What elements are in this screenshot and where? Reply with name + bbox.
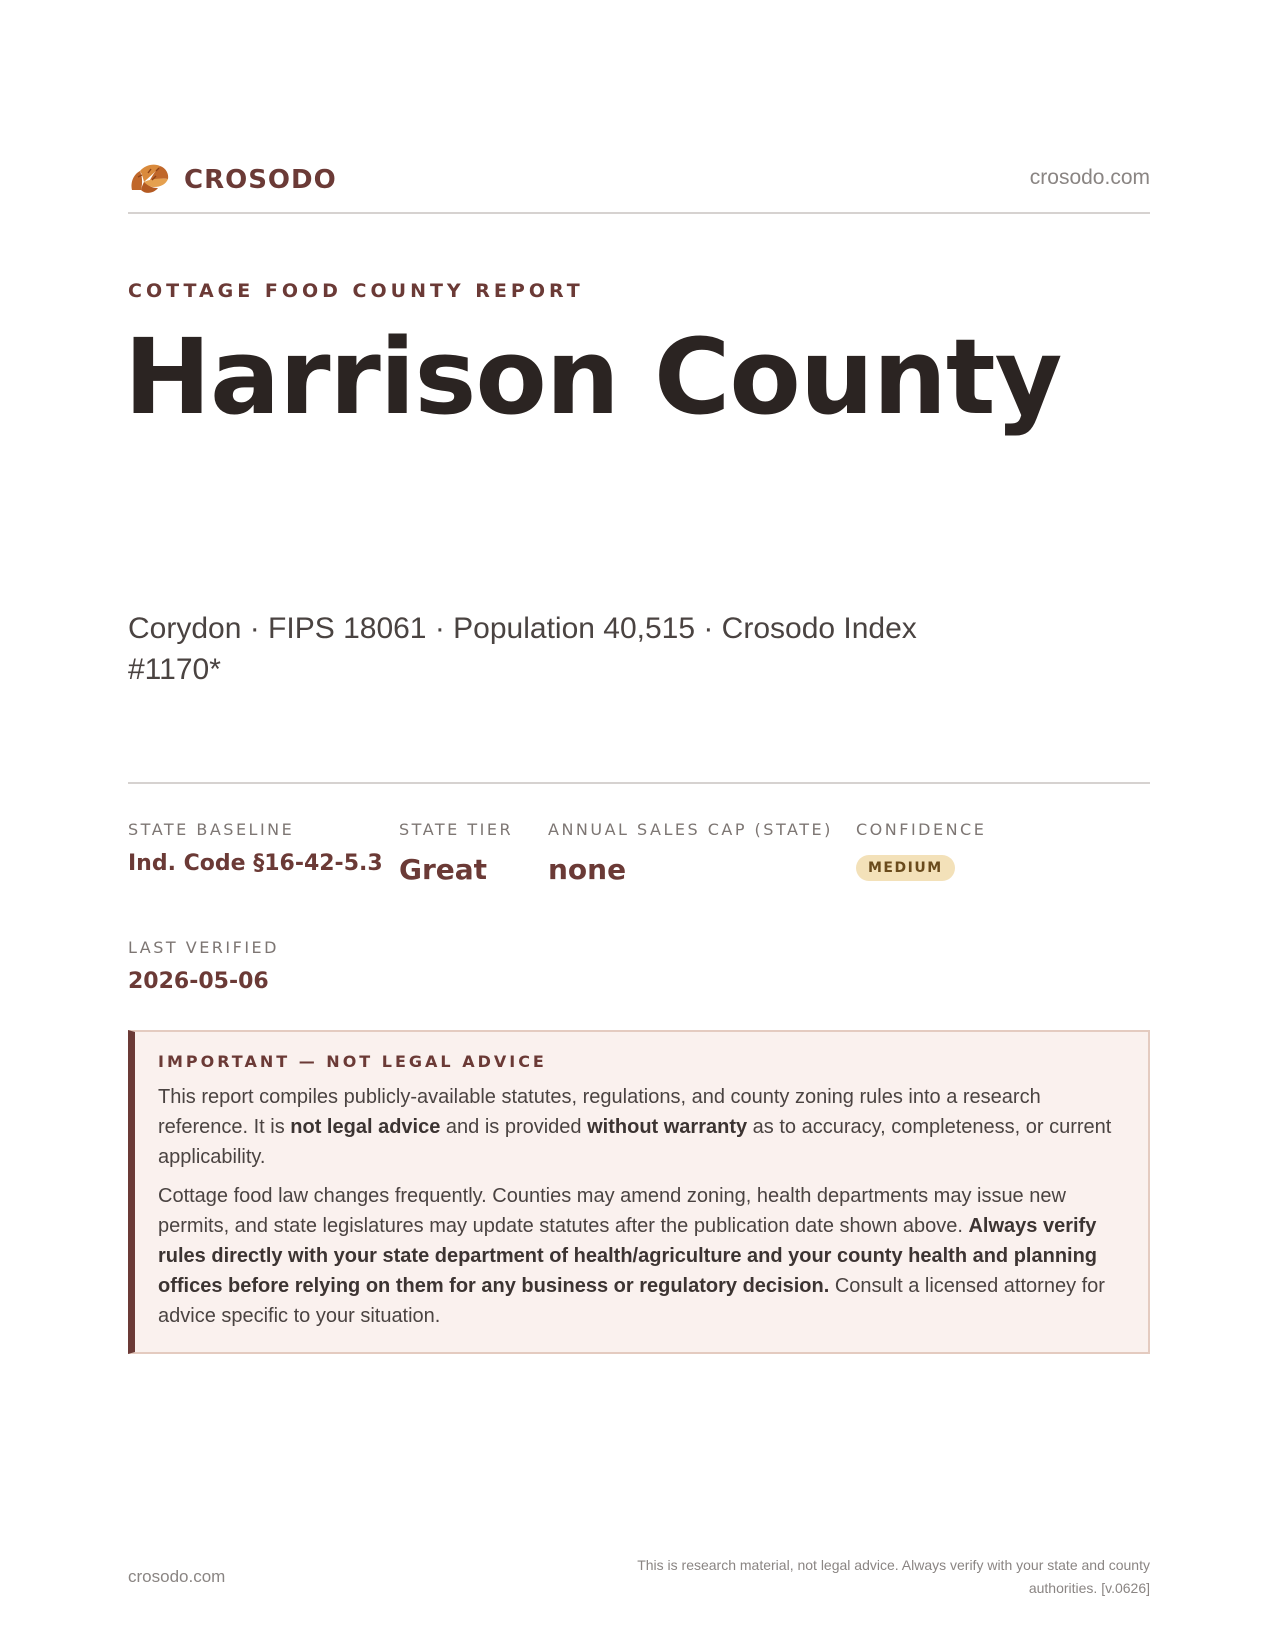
fact-state-baseline [128,820,383,876]
confidence-badge: MEDIUM [856,855,955,881]
emphasis-text: without warranty [587,1116,748,1138]
legal-disclaimer-callout [128,1030,1150,1354]
masthead [128,156,1150,214]
fact-label: LAST VERIFIED [128,938,279,957]
fact-last-verified [128,938,279,994]
section-divider [128,782,1150,784]
header-site-link[interactable]: crosodo.com [1029,166,1150,189]
fact-label: ANNUAL SALES CAP (STATE) [548,820,833,839]
fact-value: none [548,853,627,886]
callout-paragraph [158,1181,1124,1331]
text-run: This report compiles publicly-available statutes, regulations, and county zoning rules into a research reference. It is [158,1086,1041,1138]
fact-label: CONFIDENCE [856,820,987,839]
fact-confidence [856,820,986,881]
brand[interactable] [128,160,337,200]
report-eyebrow: COTTAGE FOOD COUNTY REPORT [128,280,584,302]
report-page [124,0,1150,1650]
text-run: Cottage food law changes frequently. Counties may amend zoning, health departments may issue new permits, and state legislatures may update statutes after the publication date shown above. [158,1185,1066,1237]
fact-value: Great [399,853,488,886]
text-run: and is provided [440,1116,588,1138]
fact-value: 2026-05-06 [128,969,269,994]
footer-site-link[interactable]: crosodo.com [128,1567,226,1586]
text-run: as to accuracy, completeness, or current applicability. [158,1116,1112,1168]
fact-label: STATE TIER [399,820,514,839]
callout-paragraph [158,1082,1124,1172]
brand-name: CROSODO [184,165,337,195]
emphasis-text: not legal advice [290,1116,441,1138]
emphasis-text: Always verify rules directly with your state department of health/agriculture and your county health and planning offices before relying on them for any business or regulatory decision. [158,1215,1098,1297]
fact-value: Ind. Code §16-42-5.3 [128,851,383,876]
fact-annual-sales-cap [548,820,833,886]
callout-title: IMPORTANT — NOT LEGAL ADVICE [158,1052,547,1071]
text-run: Consult a licensed attorney for advice specific to your situation. [158,1275,1105,1327]
footer-note: This is research material, not legal advice. Always verify with your state and county authorities. [v.0626] [637,1557,1150,1596]
croissant-icon [128,160,170,200]
fact-state-tier [399,820,513,886]
fact-label: STATE BASELINE [128,820,295,839]
county-subtitle: Corydon · FIPS 18061 · Population 40,515 · Crosodo Index #1170* [128,612,917,686]
county-title: Harrison County [124,316,1062,438]
